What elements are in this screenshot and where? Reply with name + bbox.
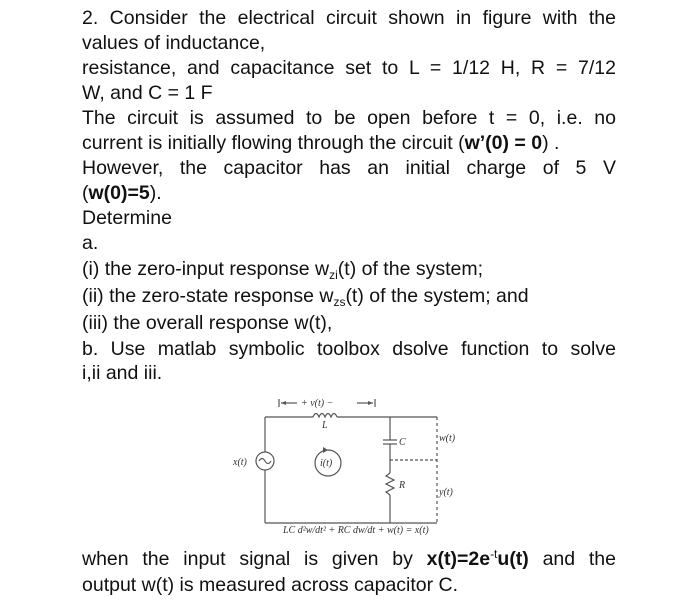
part-b-line-2: i,ii and iii. xyxy=(82,362,163,384)
part-i-end: (t) of the system; xyxy=(337,258,483,280)
capacitor-label: C xyxy=(399,437,406,448)
inductor-voltage-label: + v(t) − xyxy=(301,398,334,409)
part-ii-end: (t) of the system; and xyxy=(345,285,529,307)
line-8-open: ( xyxy=(82,182,89,204)
problem-line-4: W, and C = 1 F xyxy=(82,82,213,104)
part-ii-text: (ii) the zero-state response w xyxy=(82,285,334,307)
problem-line-7: However, the capacitor has an initial charge of 5 V xyxy=(82,157,616,179)
part-i xyxy=(82,257,483,281)
problem-line-8 xyxy=(82,181,162,205)
part-i-text: (i) the zero-input response w xyxy=(82,258,330,280)
problem-line-3: resistance, and capacitance set to L = 1/12 H, R = 7/12 xyxy=(82,57,616,79)
determine-label: Determine xyxy=(82,207,172,229)
part-a-label: a. xyxy=(82,232,99,254)
output-w-label: w(t) xyxy=(439,433,456,444)
initial-derivative-condition: w’(0) = 0 xyxy=(464,132,543,154)
resistor-symbol xyxy=(386,473,394,495)
part-ii xyxy=(82,284,529,308)
input-signal-step: u(t) xyxy=(497,548,529,570)
input-signal-expression: x(t)=2e xyxy=(426,548,491,570)
initial-value-condition: w(0)=5 xyxy=(88,182,150,204)
line-6-text: current is initially flowing through the circuit ( xyxy=(82,132,465,154)
part-iii: (iii) the overall response w(t), xyxy=(82,312,333,334)
output-y-label: y(t) xyxy=(439,487,453,498)
input-signal-label: x(t) xyxy=(233,457,247,468)
footer-line-1 xyxy=(82,547,616,571)
circuit-equation: LC d²w/dt² + RC dw/dt + w(t) = x(t) xyxy=(283,525,429,535)
footer-line-1-text: when the input signal is given by xyxy=(82,548,427,570)
problem-line-5: The circuit is assumed to be open before t = 0, i.e. no xyxy=(82,107,616,129)
inductor-label: L xyxy=(322,420,328,431)
line-6-end: ) . xyxy=(542,132,560,154)
part-ii-subscript: zs xyxy=(333,295,346,309)
inductor-symbol xyxy=(313,414,337,418)
resistor-label: R xyxy=(399,480,406,491)
footer-line-1-end: and the xyxy=(528,548,616,570)
part-i-subscript: zi xyxy=(329,268,338,282)
line-8-close: ). xyxy=(149,182,162,204)
circuit-diagram xyxy=(225,385,470,535)
part-b-line-1: b. Use matlab symbolic toolbox dsolve function to solve xyxy=(82,338,616,360)
footer-line-2: output w(t) is measured across capacitor C. xyxy=(82,574,459,596)
problem-line-6 xyxy=(82,131,559,155)
input-signal-exponent: -t xyxy=(490,547,498,561)
problem-line-1: 2. Consider the electrical circuit shown in figure with the xyxy=(82,7,616,29)
problem-line-2: values of inductance, xyxy=(82,32,266,54)
current-label: i(t) xyxy=(320,458,333,469)
